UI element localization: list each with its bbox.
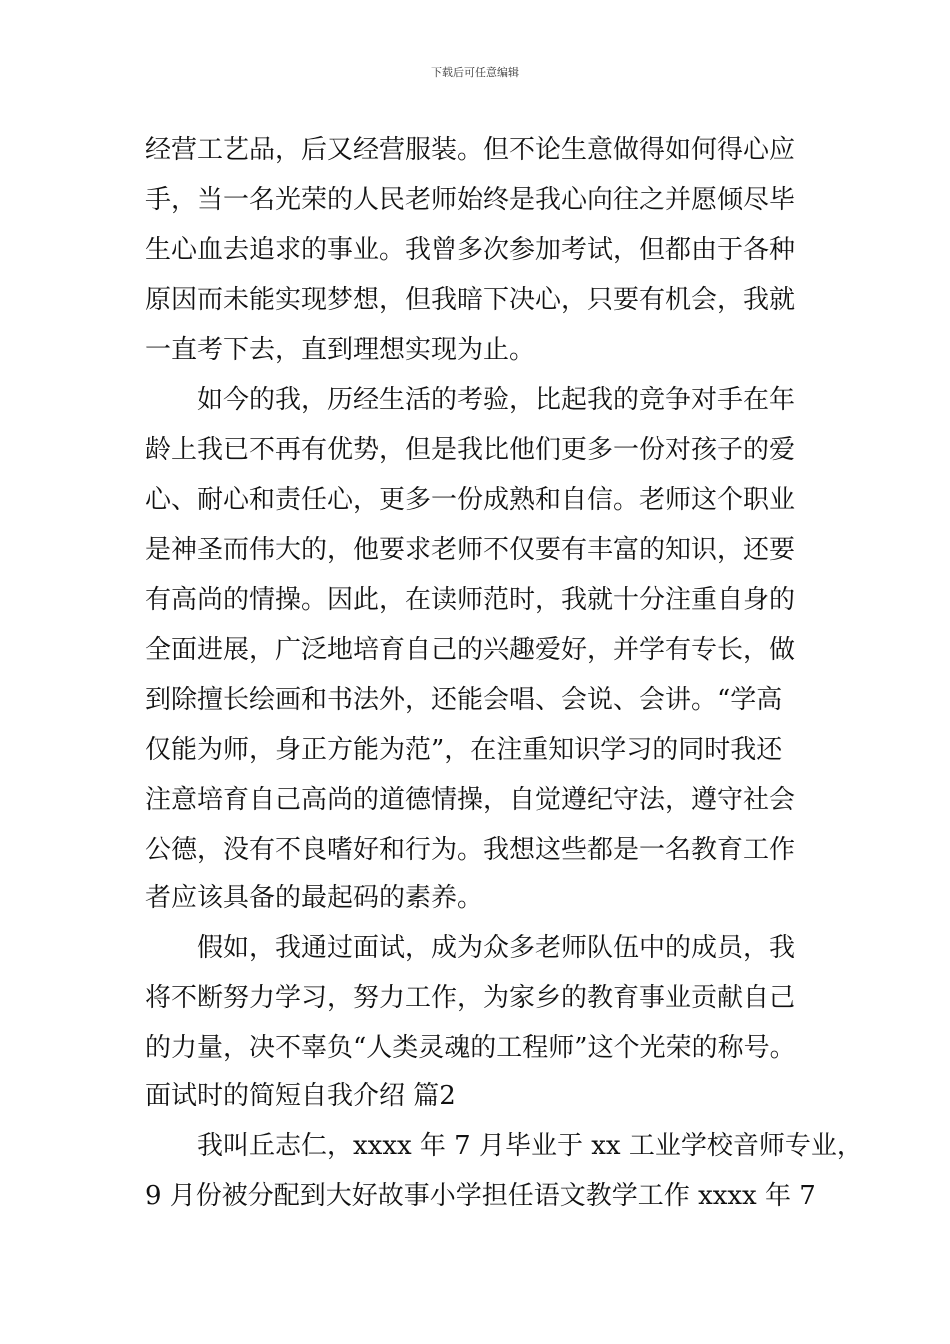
body-line: 如今的我，历经生活的考验，比起我的竞争对手在年 xyxy=(145,385,796,415)
body-line: 将不断努力学习，努力工作，为家乡的教育事业贡献自己 xyxy=(145,983,796,1013)
body-line: 9 月份被分配到大好故事小学担任语文教学工作 xxxx 年 7 xyxy=(145,1181,816,1211)
body-line: 全面进展，广泛地培育自己的兴趣爱好，并学有专长，做 xyxy=(145,635,796,665)
body-line: 是神圣而伟大的，他要求老师不仅要有丰富的知识，还要 xyxy=(145,535,796,565)
header-note: 下载后可任意编辑 xyxy=(431,66,519,79)
body-line: 心、耐心和责任心，更多一份成熟和自信。老师这个职业 xyxy=(145,485,796,515)
body-line: 经营工艺品，后又经营服装。但不论生意做得如何得心应 xyxy=(145,135,796,165)
body-line: 到除擅长绘画和书法外，还能会唱、会说、会讲。“学高 xyxy=(145,685,783,715)
body-line: 者应该具备的最起码的素养。 xyxy=(145,883,484,913)
body-line: 的力量，决不辜负“人类灵魂的工程师”这个光荣的称号。 xyxy=(145,1033,796,1063)
body-line: 公德，没有不良嗜好和行为。我想这些都是一名教育工作 xyxy=(145,835,796,865)
body-line: 有高尚的情操。因此，在读师范时，我就十分注重自身的 xyxy=(145,585,796,615)
body-line: 手，当一名光荣的人民老师始终是我心向往之并愿倾尽毕 xyxy=(145,185,796,215)
body-line: 一直考下去，直到理想实现为止。 xyxy=(145,335,536,365)
body-line: 我叫丘志仁，xxxx 年 7 月毕业于 xx 工业学校音师专业， xyxy=(145,1131,863,1161)
body-line: 仅能为师，身正方能为范”，在注重知识学习的同时我还 xyxy=(145,735,783,765)
body-line: 生心血去追求的事业。我曾多次参加考试，但都由于各种 xyxy=(145,235,796,265)
body-line: 假如，我通过面试，成为众多老师队伍中的成员，我 xyxy=(145,933,796,963)
section-heading: 面试时的简短自我介绍 篇2 xyxy=(145,1081,456,1111)
body-line: 龄上我已不再有优势，但是我比他们更多一份对孩子的爱 xyxy=(145,435,796,465)
body-line: 注意培育自己高尚的道德情操，自觉遵纪守法，遵守社会 xyxy=(145,785,796,815)
body-line: 原因而未能实现梦想，但我暗下决心，只要有机会，我就 xyxy=(145,285,796,315)
